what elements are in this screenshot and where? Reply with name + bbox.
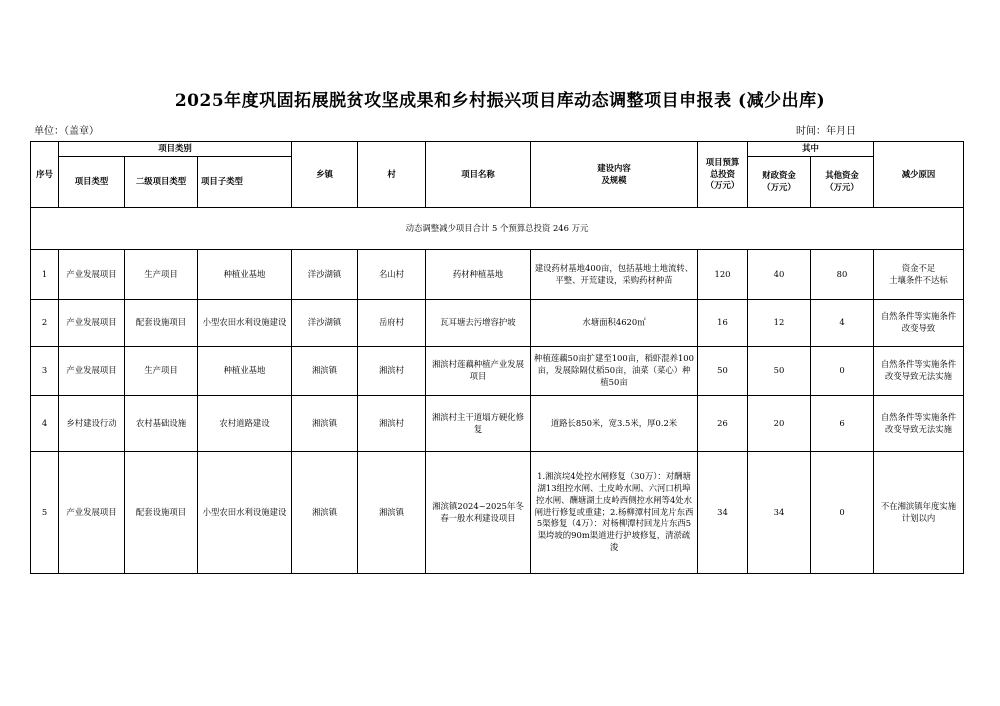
cell-village: 湘滨村 bbox=[358, 396, 426, 452]
cell-content: 道路长850米，宽3.5米，厚0.2米 bbox=[531, 396, 698, 452]
header-type: 项目类型 bbox=[59, 157, 125, 208]
cell-town: 湘滨镇 bbox=[292, 452, 358, 574]
cell-type: 乡村建设行动 bbox=[59, 396, 125, 452]
cell-fiscal: 20 bbox=[748, 396, 811, 452]
unit-label: 单位：（盖章） bbox=[34, 126, 99, 137]
cell-fiscal: 50 bbox=[748, 347, 811, 396]
cell-sub-type: 小型农田水利设施建设 bbox=[198, 300, 292, 347]
cell-name: 湘滨村莲藕种植产业发展项目 bbox=[426, 347, 531, 396]
cell-sub-type: 小型农田水利设施建设 bbox=[198, 452, 292, 574]
cell-type: 产业发展项目 bbox=[59, 300, 125, 347]
cell-content: 种植莲藕50亩扩建至100亩，稻虾混养100亩，发展除隔仗稻50亩，油菜（菜心）种植50亩 bbox=[531, 347, 698, 396]
cell-budget: 34 bbox=[698, 452, 748, 574]
cell-secondary-type: 生产项目 bbox=[125, 347, 198, 396]
cell-village: 岳府村 bbox=[358, 300, 426, 347]
cell-budget: 50 bbox=[698, 347, 748, 396]
cell-fiscal: 34 bbox=[748, 452, 811, 574]
cell-reason: 资金不足 土壤条件不达标 bbox=[874, 250, 964, 300]
table-row bbox=[31, 250, 964, 300]
report-table bbox=[30, 141, 964, 574]
cell-fiscal: 12 bbox=[748, 300, 811, 347]
table-row bbox=[31, 347, 964, 396]
cell-type: 产业发展项目 bbox=[59, 347, 125, 396]
header-town: 乡镇 bbox=[292, 142, 358, 208]
cell-reason: 自然条件等实施条件改变导致无法实施 bbox=[874, 396, 964, 452]
cell-budget: 26 bbox=[698, 396, 748, 452]
cell-town: 湘滨镇 bbox=[292, 347, 358, 396]
table-row bbox=[31, 452, 964, 574]
cell-town: 湘滨镇 bbox=[292, 396, 358, 452]
cell-seq: 1 bbox=[31, 250, 59, 300]
header-of-which: 其中 bbox=[748, 142, 874, 157]
cell-seq: 4 bbox=[31, 396, 59, 452]
header-name: 项目名称 bbox=[426, 142, 531, 208]
table-row bbox=[31, 300, 964, 347]
page-title: 2025年度巩固拓展脱贫攻坚成果和乡村振兴项目库动态调整项目申报表 (减少出库) bbox=[174, 91, 826, 111]
cell-seq: 3 bbox=[31, 347, 59, 396]
cell-other: 6 bbox=[811, 396, 874, 452]
cell-type: 产业发展项目 bbox=[59, 452, 125, 574]
cell-other: 80 bbox=[811, 250, 874, 300]
cell-name: 药材种植基地 bbox=[426, 250, 531, 300]
cell-secondary-type: 配套设施项目 bbox=[125, 452, 198, 574]
cell-secondary-type: 农村基础设施 bbox=[125, 396, 198, 452]
header-village: 村 bbox=[358, 142, 426, 208]
time-label: 时间：年月日 bbox=[796, 126, 856, 137]
cell-other: 4 bbox=[811, 300, 874, 347]
cell-reason: 自然条件等实施条件改变导致 bbox=[874, 300, 964, 347]
cell-name: 湘滨镇2024~2025年冬春一般水利建设项目 bbox=[426, 452, 531, 574]
header-content: 建设内容 及规模 bbox=[531, 142, 698, 208]
cell-village: 名山村 bbox=[358, 250, 426, 300]
cell-sub-type: 种植业基地 bbox=[198, 347, 292, 396]
cell-budget: 16 bbox=[698, 300, 748, 347]
cell-name: 湘滨村主干道塌方硬化修复 bbox=[426, 396, 531, 452]
header-sub-type: 项目子类型 bbox=[198, 157, 292, 208]
cell-sub-type: 农村道路建设 bbox=[198, 396, 292, 452]
cell-reason: 不在湘滨镇年度实施计划以内 bbox=[874, 452, 964, 574]
cell-seq: 5 bbox=[31, 452, 59, 574]
cell-other: 0 bbox=[811, 452, 874, 574]
cell-secondary-type: 配套设施项目 bbox=[125, 300, 198, 347]
cell-content: 水塘面积4620㎡ bbox=[531, 300, 698, 347]
cell-reason: 自然条件等实施条件改变导致无法实施 bbox=[874, 347, 964, 396]
header-secondary-type: 二级项目类型 bbox=[125, 157, 198, 208]
header-category-group: 项目类别 bbox=[59, 142, 292, 157]
cell-village: 湘滨村 bbox=[358, 347, 426, 396]
table-row bbox=[31, 396, 964, 452]
cell-type: 产业发展项目 bbox=[59, 250, 125, 300]
header-other: 其他资金 （万元） bbox=[811, 157, 874, 208]
cell-other: 0 bbox=[811, 347, 874, 396]
cell-content: 1.湘滨垸4处控水闸修复（30万）：对酬塘湖13组控水闸、土皮岭水闸、六河口机埠控水闸、酬塘湖土皮岭西侧控水闸等4处水闸进行修复或重建；2.杨柳潭村回龙片东西5渠修复（4万）：对杨柳潭村回龙片东西5渠垮坡的90m渠道进行护坡修复，清淤疏浚 bbox=[531, 452, 698, 574]
cell-secondary-type: 生产项目 bbox=[125, 250, 198, 300]
summary-row: 动态调整减少项目合计 5 个预算总投资 246 万元 bbox=[31, 208, 964, 250]
cell-name: 瓦耳塘去污增容护坡 bbox=[426, 300, 531, 347]
cell-town: 洋沙湖镇 bbox=[292, 250, 358, 300]
header-seq: 序号 bbox=[31, 142, 59, 208]
cell-town: 洋沙湖镇 bbox=[292, 300, 358, 347]
cell-village: 湘滨镇 bbox=[358, 452, 426, 574]
cell-content: 建设药材基地400亩，包括基地土地流转、平整、开荒建设，采购药材种苗 bbox=[531, 250, 698, 300]
header-budget: 项目预算 总投资 （万元） bbox=[698, 142, 748, 208]
cell-fiscal: 40 bbox=[748, 250, 811, 300]
header-reason: 减少原因 bbox=[874, 142, 964, 208]
cell-budget: 120 bbox=[698, 250, 748, 300]
cell-sub-type: 种植业基地 bbox=[198, 250, 292, 300]
header-fiscal: 财政资金 （万元） bbox=[748, 157, 811, 208]
cell-seq: 2 bbox=[31, 300, 59, 347]
